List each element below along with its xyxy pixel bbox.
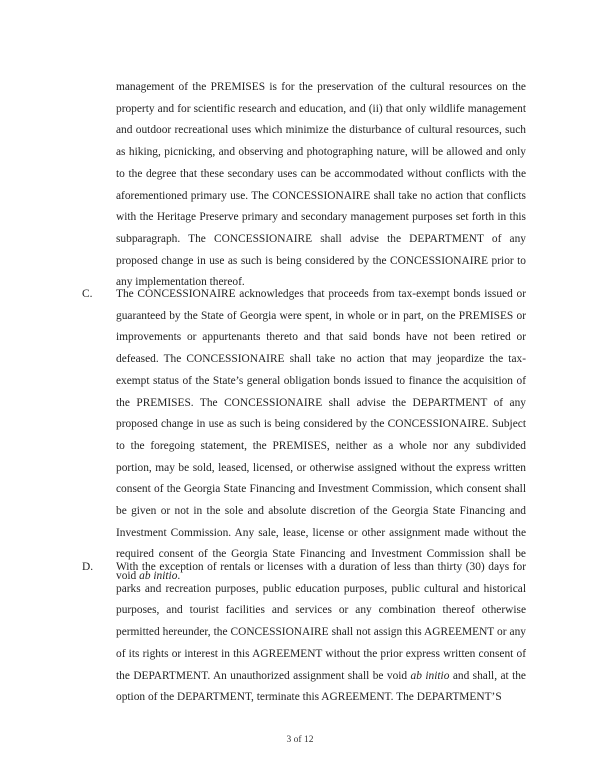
section-d-paragraph [116,557,526,709]
page-number: 3 of 12 [286,735,314,745]
continuation-paragraph: management of the PREMISES is for the preservation of the cultural resources on the property and for scientific research and education, and (ii) that only wildlife management and outdoor recreational uses which minimize the disturbance of cultural resources, such as hiking, picnicking, and observing and photographing nature, will be allowed and only to the degree that these secondary uses can be accommodated without conflicts with the aforementioned primary use. The CONCESSIONAIRE shall take no action that conflicts with the Heritage Preserve primary and secondary management purposes set forth in this subparagraph. The CONCESSIONAIRE shall advise the DEPARTMENT of any proposed change in use as such is being considered by the CONCESSIONAIRE prior to any implementation thereof. [116,81,526,289]
section-d-text-part1: With the exception of rentals or licenses with a duration of less than thirty (30) days for parks and recreation purposes, public education purposes, public cultural and historical purposes, and tourist facilities and services or any combination thereof otherwise permitted hereunder, the CONCESSIONAIRE shall not assign this AGREEMENT or any of its rights or interest in this AGREEMENT without the prior express written consent of the DEPARTMENT. An unauthorized assignment shall be void [116,561,526,682]
section-d-label: D. [82,561,94,573]
section-d-text-part2: and shall, at the option of the DEPARTMENT, terminate this AGREEMENT. The DEPARTMENT’S [116,669,526,704]
section-c-italic: ab initio [139,570,178,583]
section-d-italic: ab initio [410,669,450,682]
section-c-tail: . [177,570,181,583]
section-c-text: The CONCESSIONAIRE acknowledges that proceeds from tax-exempt bonds issued or guaranteed by the State of Georgia were spent, in whole or in part, on the PREMISES or improvements or appurtenants thereto and that said bonds have not been retired or defeased. The CONCESSIONAIRE shall take no action that may jeopardize the tax-exempt status of the State’s general obligation bonds issued to finance the acquisition of the PREMISES. The CONCESSIONAIRE shall advise the DEPARTMENT of any proposed change in use as such is being considered by the CONCESSIONAIRE. Subject to the foregoing statement, the PREMISES, neither as a whole nor any subdivided portion, may be sold, leased, licensed, or otherwise assigned without the express written consent of the Georgia State Financing and Investment Commission, which consent shall be given or not in the sole and absolute discretion of the Georgia State Financing and Investment Commission. Any sale, lease, license or other assignment made without the required consent of the Georgia State Financing and Investment Commission shall be void [116,288,526,583]
section-c-paragraph [116,284,526,588]
section-c-label: C. [82,288,93,300]
